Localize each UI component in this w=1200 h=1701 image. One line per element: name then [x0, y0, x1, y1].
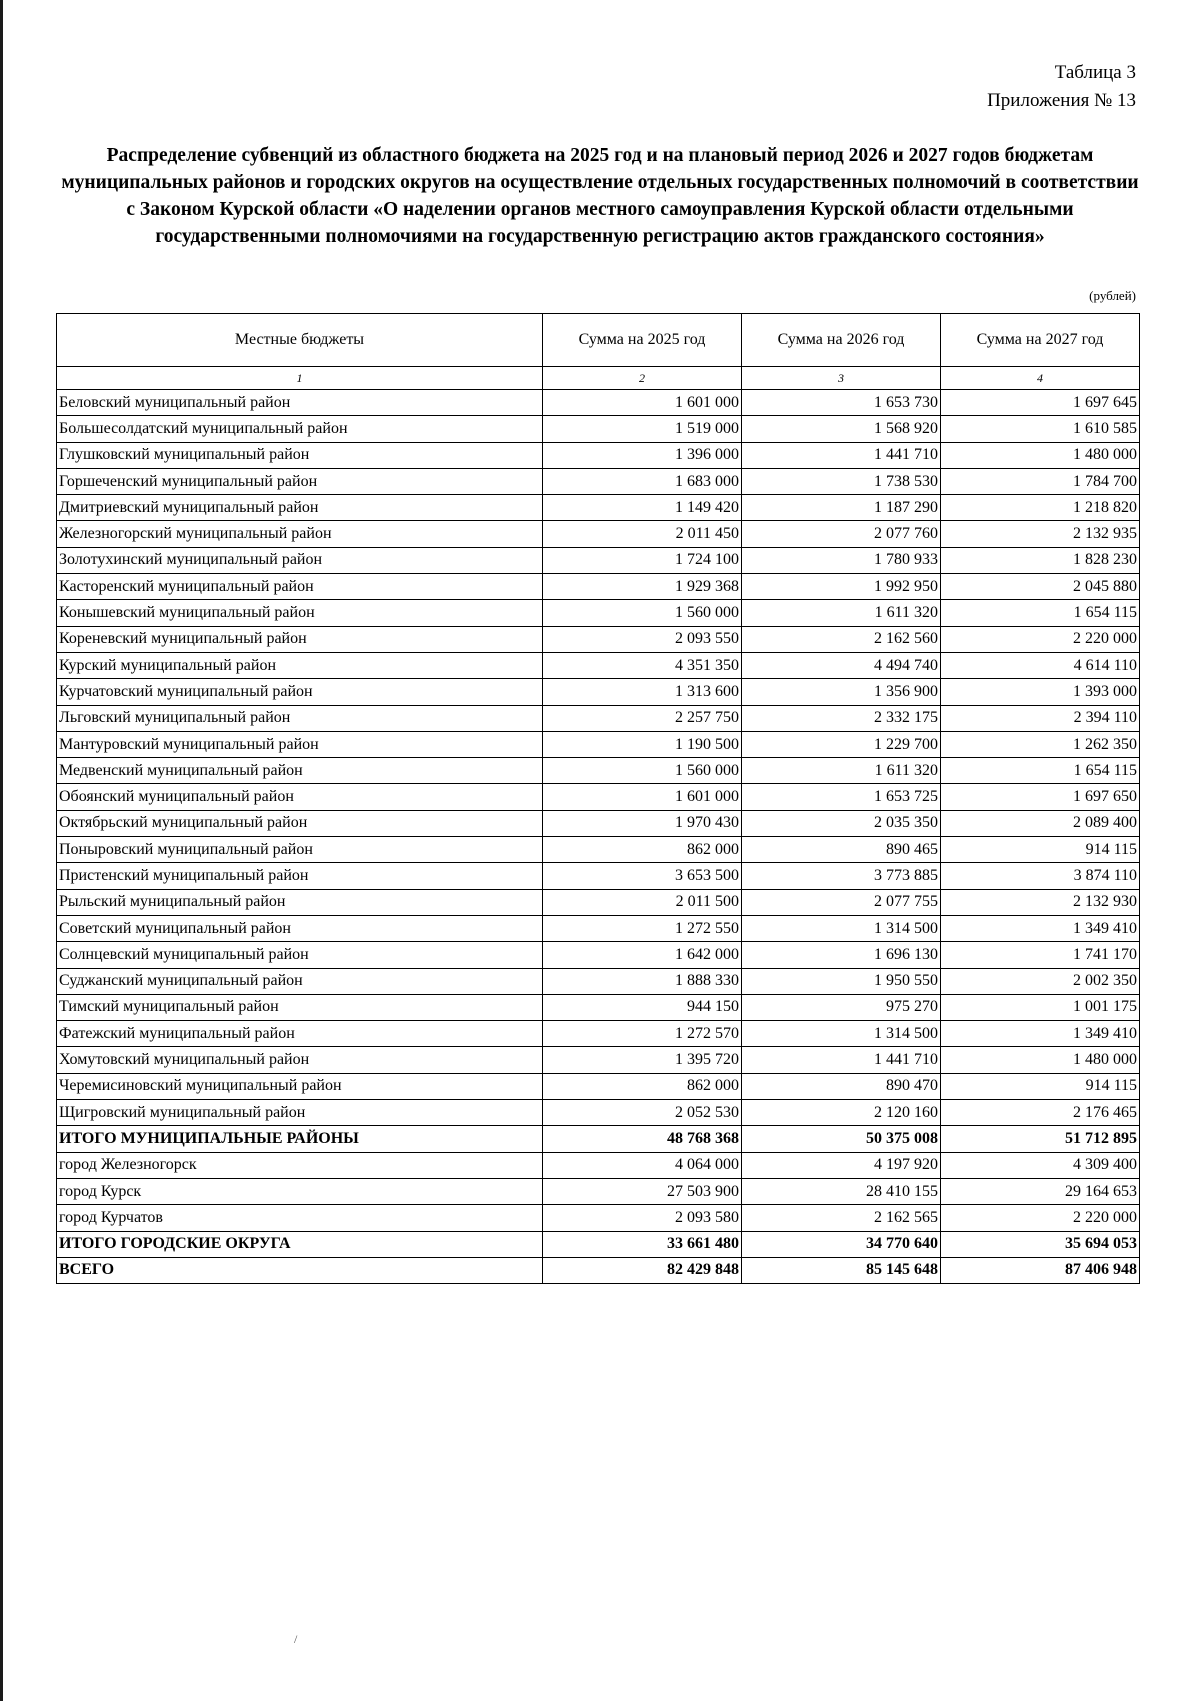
cell-budget-name: Рыльский муниципальный район	[57, 889, 543, 915]
cell-amount-2025: 1 395 720	[543, 1047, 742, 1073]
table-row	[57, 390, 1140, 416]
cell-amount-2027: 2 002 350	[941, 968, 1140, 994]
cell-amount-2026: 2 162 565	[742, 1205, 941, 1231]
cell-amount-2026: 1 314 500	[742, 915, 941, 941]
table-row	[57, 705, 1140, 731]
table-row	[57, 1152, 1140, 1178]
cell-amount-2027: 51 712 895	[941, 1126, 1140, 1152]
cell-amount-2027: 1 697 650	[941, 784, 1140, 810]
table-row	[57, 915, 1140, 941]
cell-amount-2025: 1 560 000	[543, 600, 742, 626]
cell-budget-name: город Железногорск	[57, 1152, 543, 1178]
cell-budget-name: Конышевский муниципальный район	[57, 600, 543, 626]
cell-budget-name: Беловский муниципальный район	[57, 390, 543, 416]
cell-amount-2026: 1 780 933	[742, 547, 941, 573]
cell-amount-2025: 1 560 000	[543, 758, 742, 784]
cell-amount-2026: 1 441 710	[742, 1047, 941, 1073]
table-row	[57, 468, 1140, 494]
cell-amount-2025: 1 970 430	[543, 810, 742, 836]
document-title: Распределение субвенций из областного бюджета на 2025 год и на плановый период 2026 и 2027 годов бюджетам муниципальных районов и городских округов на осуществление отдельных государственных полномочий в соответствии с Законом Курской области «О наделении органов местного самоуправления Курской области отдельными государственными полномочиями на государственную регистрацию актов гражданского состояния»	[61, 145, 1139, 247]
cell-amount-2026: 28 410 155	[742, 1178, 941, 1204]
cell-amount-2027: 1 610 585	[941, 416, 1140, 442]
table-row	[57, 968, 1140, 994]
cell-amount-2025: 1 929 368	[543, 574, 742, 600]
table-row	[57, 495, 1140, 521]
cell-budget-name: город Курск	[57, 1178, 543, 1204]
table-reference: Таблица 3	[1054, 62, 1136, 83]
column-header-budget: Местные бюджеты	[57, 314, 543, 367]
cell-budget-name: Тимский муниципальный район	[57, 994, 543, 1020]
table-row	[57, 863, 1140, 889]
cell-amount-2026: 50 375 008	[742, 1126, 941, 1152]
cell-amount-2027: 1 784 700	[941, 468, 1140, 494]
cell-amount-2027: 1 741 170	[941, 942, 1140, 968]
cell-amount-2027: 2 089 400	[941, 810, 1140, 836]
table-row	[57, 600, 1140, 626]
column-number: 3	[742, 367, 941, 390]
cell-amount-2027: 2 132 930	[941, 889, 1140, 915]
table-body	[57, 390, 1140, 1284]
cell-amount-2026: 3 773 885	[742, 863, 941, 889]
cell-amount-2026: 1 738 530	[742, 468, 941, 494]
cell-budget-name: Советский муниципальный район	[57, 915, 543, 941]
cell-amount-2025: 27 503 900	[543, 1178, 742, 1204]
table-row	[57, 889, 1140, 915]
cell-amount-2027: 1 349 410	[941, 1021, 1140, 1047]
cell-budget-name: Обоянский муниципальный район	[57, 784, 543, 810]
table-row	[57, 810, 1140, 836]
cell-amount-2026: 2 035 350	[742, 810, 941, 836]
cell-amount-2025: 2 052 530	[543, 1100, 742, 1126]
cell-amount-2025: 82 429 848	[543, 1257, 742, 1283]
column-header-2027: Сумма на 2027 год	[941, 314, 1140, 367]
cell-budget-name: город Курчатов	[57, 1205, 543, 1231]
subvention-table	[56, 313, 1140, 1284]
cell-amount-2027: 1 654 115	[941, 758, 1140, 784]
cell-amount-2026: 1 441 710	[742, 442, 941, 468]
cell-amount-2025: 1 888 330	[543, 968, 742, 994]
cell-amount-2027: 4 309 400	[941, 1152, 1140, 1178]
cell-budget-name: Пристенский муниципальный район	[57, 863, 543, 889]
table-row	[57, 1021, 1140, 1047]
cell-amount-2025: 1 601 000	[543, 784, 742, 810]
cell-amount-2027: 1 262 350	[941, 731, 1140, 757]
table-row	[57, 1205, 1140, 1231]
table-row	[57, 626, 1140, 652]
cell-amount-2027: 87 406 948	[941, 1257, 1140, 1283]
column-header-2025: Сумма на 2025 год	[543, 314, 742, 367]
table-row	[57, 1073, 1140, 1099]
cell-budget-name: Курчатовский муниципальный район	[57, 679, 543, 705]
cell-amount-2025: 862 000	[543, 837, 742, 863]
column-number: 4	[941, 367, 1140, 390]
unit-label: (рублей)	[1089, 288, 1136, 303]
cell-amount-2026: 2 120 160	[742, 1100, 941, 1126]
cell-amount-2026: 890 470	[742, 1073, 941, 1099]
cell-budget-name: Горшеченский муниципальный район	[57, 468, 543, 494]
cell-budget-name: Фатежский муниципальный район	[57, 1021, 543, 1047]
cell-amount-2027: 3 874 110	[941, 863, 1140, 889]
cell-amount-2026: 1 696 130	[742, 942, 941, 968]
cell-amount-2025: 1 190 500	[543, 731, 742, 757]
cell-amount-2026: 1 653 730	[742, 390, 941, 416]
table-row	[57, 547, 1140, 573]
cell-amount-2025: 2 257 750	[543, 705, 742, 731]
cell-amount-2027: 1 480 000	[941, 442, 1140, 468]
cell-amount-2025: 1 642 000	[543, 942, 742, 968]
cell-budget-name: Суджанский муниципальный район	[57, 968, 543, 994]
cell-amount-2027: 2 132 935	[941, 521, 1140, 547]
table-row	[57, 652, 1140, 678]
cell-budget-name: Черемисиновский муниципальный район	[57, 1073, 543, 1099]
table-total-row	[57, 1126, 1140, 1152]
table-row	[57, 574, 1140, 600]
cell-budget-name: Хомутовский муниципальный район	[57, 1047, 543, 1073]
stray-pen-mark: /	[294, 1632, 298, 1646]
cell-budget-name: ИТОГО МУНИЦИПАЛЬНЫЕ РАЙОНЫ	[57, 1126, 543, 1152]
column-header-2026: Сумма на 2026 год	[742, 314, 941, 367]
table-row	[57, 942, 1140, 968]
cell-amount-2027: 1 218 820	[941, 495, 1140, 521]
table-row	[57, 731, 1140, 757]
cell-budget-name: Солнцевский муниципальный район	[57, 942, 543, 968]
appendix-reference: Приложения № 13	[987, 90, 1136, 111]
cell-amount-2026: 2 077 760	[742, 521, 941, 547]
cell-budget-name: Медвенский муниципальный район	[57, 758, 543, 784]
cell-amount-2025: 1 313 600	[543, 679, 742, 705]
column-number: 1	[57, 367, 543, 390]
table-row	[57, 758, 1140, 784]
cell-amount-2026: 1 229 700	[742, 731, 941, 757]
cell-amount-2025: 944 150	[543, 994, 742, 1020]
cell-amount-2027: 2 220 000	[941, 626, 1140, 652]
cell-amount-2025: 2 093 580	[543, 1205, 742, 1231]
cell-amount-2027: 1 393 000	[941, 679, 1140, 705]
cell-budget-name: Золотухинский муниципальный район	[57, 547, 543, 573]
cell-amount-2026: 1 611 320	[742, 758, 941, 784]
cell-budget-name: Большесолдатский муниципальный район	[57, 416, 543, 442]
cell-amount-2027: 1 349 410	[941, 915, 1140, 941]
cell-amount-2026: 85 145 648	[742, 1257, 941, 1283]
cell-amount-2025: 4 064 000	[543, 1152, 742, 1178]
cell-amount-2025: 3 653 500	[543, 863, 742, 889]
cell-budget-name: Льговский муниципальный район	[57, 705, 543, 731]
cell-amount-2027: 1 654 115	[941, 600, 1140, 626]
cell-amount-2025: 48 768 368	[543, 1126, 742, 1152]
table-row	[57, 1100, 1140, 1126]
cell-amount-2025: 1 724 100	[543, 547, 742, 573]
cell-amount-2026: 4 494 740	[742, 652, 941, 678]
cell-amount-2026: 34 770 640	[742, 1231, 941, 1257]
table-row	[57, 442, 1140, 468]
cell-budget-name: Глушковский муниципальный район	[57, 442, 543, 468]
cell-amount-2027: 914 115	[941, 837, 1140, 863]
cell-amount-2026: 4 197 920	[742, 1152, 941, 1178]
cell-amount-2027: 2 220 000	[941, 1205, 1140, 1231]
cell-budget-name: Щигровский муниципальный район	[57, 1100, 543, 1126]
cell-budget-name: Дмитриевский муниципальный район	[57, 495, 543, 521]
cell-amount-2027: 1 697 645	[941, 390, 1140, 416]
cell-amount-2025: 1 683 000	[543, 468, 742, 494]
cell-amount-2027: 2 394 110	[941, 705, 1140, 731]
cell-amount-2027: 2 176 465	[941, 1100, 1140, 1126]
cell-budget-name: Курский муниципальный район	[57, 652, 543, 678]
cell-amount-2027: 914 115	[941, 1073, 1140, 1099]
cell-amount-2025: 1 272 550	[543, 915, 742, 941]
cell-amount-2026: 1 992 950	[742, 574, 941, 600]
cell-budget-name: ВСЕГО	[57, 1257, 543, 1283]
cell-amount-2027: 35 694 053	[941, 1231, 1140, 1257]
cell-amount-2025: 1 272 570	[543, 1021, 742, 1047]
cell-budget-name: Железногорский муниципальный район	[57, 521, 543, 547]
table-row	[57, 1047, 1140, 1073]
cell-amount-2027: 1 001 175	[941, 994, 1140, 1020]
cell-amount-2025: 1 149 420	[543, 495, 742, 521]
cell-amount-2026: 1 187 290	[742, 495, 941, 521]
cell-amount-2025: 2 011 500	[543, 889, 742, 915]
cell-amount-2025: 1 396 000	[543, 442, 742, 468]
table-row	[57, 837, 1140, 863]
table-row	[57, 1178, 1140, 1204]
cell-amount-2025: 4 351 350	[543, 652, 742, 678]
column-number-row	[57, 367, 1140, 390]
cell-amount-2026: 1 568 920	[742, 416, 941, 442]
table-row	[57, 416, 1140, 442]
cell-amount-2026: 1 653 725	[742, 784, 941, 810]
table-row	[57, 994, 1140, 1020]
cell-budget-name: Поныровский муниципальный район	[57, 837, 543, 863]
cell-amount-2025: 2 093 550	[543, 626, 742, 652]
cell-budget-name: Октябрьский муниципальный район	[57, 810, 543, 836]
cell-amount-2027: 1 480 000	[941, 1047, 1140, 1073]
cell-amount-2027: 29 164 653	[941, 1178, 1140, 1204]
cell-amount-2026: 975 270	[742, 994, 941, 1020]
cell-amount-2025: 1 519 000	[543, 416, 742, 442]
cell-amount-2027: 2 045 880	[941, 574, 1140, 600]
cell-budget-name: Касторенский муниципальный район	[57, 574, 543, 600]
cell-budget-name: Мантуровский муниципальный район	[57, 731, 543, 757]
scan-edge	[0, 0, 3, 1701]
cell-amount-2026: 890 465	[742, 837, 941, 863]
cell-amount-2026: 2 332 175	[742, 705, 941, 731]
cell-amount-2026: 1 314 500	[742, 1021, 941, 1047]
cell-amount-2025: 33 661 480	[543, 1231, 742, 1257]
table-total-row	[57, 1231, 1140, 1257]
cell-amount-2026: 2 162 560	[742, 626, 941, 652]
cell-amount-2027: 4 614 110	[941, 652, 1140, 678]
table-row	[57, 521, 1140, 547]
cell-amount-2025: 2 011 450	[543, 521, 742, 547]
table-header-row	[57, 314, 1140, 367]
cell-amount-2026: 1 611 320	[742, 600, 941, 626]
cell-amount-2026: 1 356 900	[742, 679, 941, 705]
cell-amount-2026: 2 077 755	[742, 889, 941, 915]
table-row	[57, 784, 1140, 810]
cell-amount-2027: 1 828 230	[941, 547, 1140, 573]
cell-budget-name: Кореневский муниципальный район	[57, 626, 543, 652]
cell-amount-2025: 862 000	[543, 1073, 742, 1099]
table-row	[57, 679, 1140, 705]
column-number: 2	[543, 367, 742, 390]
cell-amount-2026: 1 950 550	[742, 968, 941, 994]
cell-amount-2025: 1 601 000	[543, 390, 742, 416]
table-total-row	[57, 1257, 1140, 1283]
cell-budget-name: ИТОГО ГОРОДСКИЕ ОКРУГА	[57, 1231, 543, 1257]
